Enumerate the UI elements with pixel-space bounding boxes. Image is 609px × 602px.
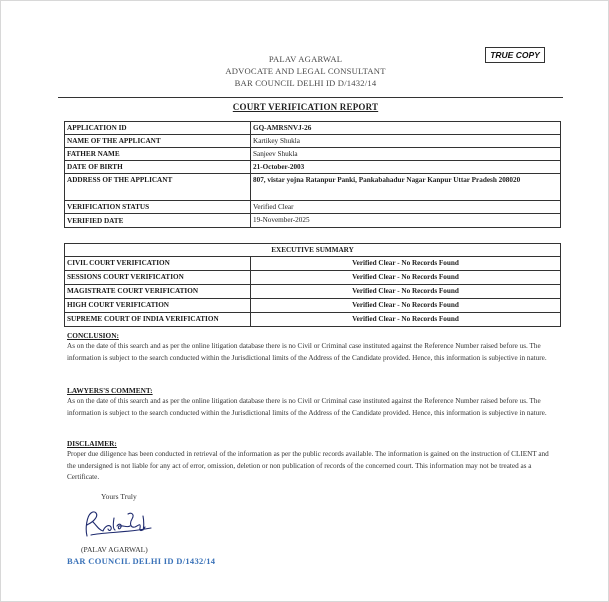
table-row — [65, 161, 561, 174]
court-status: Verified Clear - No Records Found — [251, 299, 561, 313]
signature-image — [81, 506, 156, 545]
conclusion-text: As on the date of this search and as per the online litigation database there is no Civil or Criminal case instituted against the Reference Number raised before us. The information is subject to the search conducted within the Jurisdictional limits of the Address of the Candidate provided. Hence, this information is subjective in nature. — [67, 342, 547, 362]
table-row — [65, 313, 561, 327]
row-label: NAME OF THE APPLICANT — [65, 135, 251, 148]
conclusion-title: CONCLUSION: — [67, 331, 119, 340]
yours-truly: Yours Truly — [101, 492, 137, 501]
court-status: Verified Clear - No Records Found — [251, 285, 561, 299]
court-label: MAGISTRATE COURT VERIFICATION — [65, 285, 251, 299]
lawyers-comment-section — [67, 385, 553, 419]
conclusion-section — [67, 330, 553, 364]
table-row — [65, 122, 561, 135]
court-label: CIVIL COURT VERIFICATION — [65, 257, 251, 271]
header-divider — [58, 97, 563, 98]
row-label: VERIFICATION STATUS — [65, 201, 251, 214]
table-row — [65, 135, 561, 148]
row-value: 19-November-2025 — [251, 214, 561, 228]
footer-bar-council-id: BAR COUNCIL DELHI ID D/1432/14 — [67, 556, 216, 566]
executive-summary-table — [64, 243, 561, 327]
table-row — [65, 271, 561, 285]
row-label: DATE OF BIRTH — [65, 161, 251, 174]
advocate-bar-council-id: BAR COUNCIL DELHI ID D/1432/14 — [234, 78, 377, 88]
disclaimer-text: Proper due diligence has been conducted in retrieval of the information as per the public records available. The information is gained on the instruction of CLIENT and the undersigned is not liable for any act of error, omission, deletion or non publication of records of the concerned court. This information may not be treated as a Certificate. — [67, 450, 549, 482]
table-row — [65, 174, 561, 201]
row-label: VERIFIED DATE — [65, 214, 251, 228]
table-row — [65, 201, 561, 214]
row-label: ADDRESS OF THE APPLICANT — [65, 174, 251, 201]
applicant-details-table — [64, 121, 561, 228]
row-label: FATHER NAME — [65, 148, 251, 161]
row-value: Verified Clear — [251, 201, 561, 214]
table-row — [65, 285, 561, 299]
signer-name: (PALAV AGARWAL) — [81, 545, 148, 554]
advocate-profession: ADVOCATE AND LEGAL CONSULTANT — [225, 66, 386, 76]
true-copy-stamp: TRUE COPY — [485, 47, 545, 63]
report-title: COURT VERIFICATION REPORT — [232, 102, 379, 112]
table-row — [65, 214, 561, 228]
row-value: Sanjeev Shukla — [251, 148, 561, 161]
court-label: SUPREME COURT OF INDIA VERIFICATION — [65, 313, 251, 327]
court-status: Verified Clear - No Records Found — [251, 257, 561, 271]
table-row — [65, 299, 561, 313]
court-label: HIGH COURT VERIFICATION — [65, 299, 251, 313]
row-value: 21-October-2003 — [251, 161, 561, 174]
row-value: Kartikey Shukla — [251, 135, 561, 148]
lawyers-comment-text: As on the date of this search and as per the online litigation database there is no Civil or Criminal case instituted against the Reference Number raised before us. The information is subject to the search conducted within the Jurisdictional limits of the Address of the Candidate provided. Hence, this information is subjective in nature. — [67, 397, 547, 417]
row-value: GQ-AMRSNVJ-26 — [251, 122, 561, 135]
advocate-name: PALAV AGARWAL — [268, 54, 343, 64]
disclaimer-section — [67, 438, 553, 484]
executive-summary-title: EXECUTIVE SUMMARY — [65, 244, 561, 257]
row-label: APPLICATION ID — [65, 122, 251, 135]
disclaimer-title: DISCLAIMER: — [67, 439, 117, 448]
row-value: 807, vistar yojna Ratanpur Panki, Pankabahadur Nagar Kanpur Uttar Pradesh 208020 — [251, 174, 561, 201]
court-status: Verified Clear - No Records Found — [251, 313, 561, 327]
table-row — [65, 148, 561, 161]
court-status: Verified Clear - No Records Found — [251, 271, 561, 285]
lawyers-comment-title: LAWYERS'S COMMENT: — [67, 386, 153, 395]
court-label: SESSIONS COURT VERIFICATION — [65, 271, 251, 285]
table-header-row — [65, 244, 561, 257]
table-row — [65, 257, 561, 271]
